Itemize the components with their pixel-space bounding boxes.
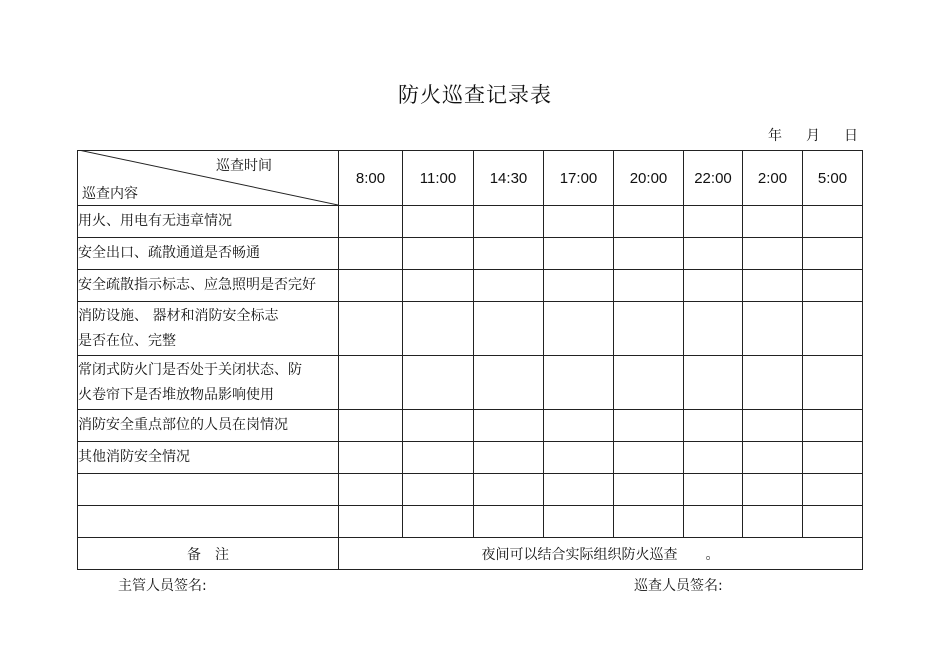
content-axis-label: 巡查内容: [82, 186, 138, 202]
check-cell[interactable]: [803, 206, 863, 238]
inspection-item: [78, 442, 339, 474]
time-header: 2:00: [743, 151, 803, 206]
inspection-item: [78, 506, 339, 538]
table-row: [78, 410, 863, 442]
inspection-table: [77, 150, 863, 570]
table-row: [78, 302, 863, 356]
check-cell[interactable]: [474, 206, 544, 238]
check-cell[interactable]: [743, 238, 803, 270]
check-cell[interactable]: [743, 302, 803, 356]
check-cell[interactable]: [339, 238, 403, 270]
check-cell[interactable]: [614, 410, 684, 442]
inspection-item: [78, 270, 339, 302]
check-cell[interactable]: [403, 506, 474, 538]
check-cell[interactable]: [544, 506, 614, 538]
check-cell[interactable]: [403, 206, 474, 238]
check-cell[interactable]: [614, 302, 684, 356]
inspection-item: [78, 302, 339, 356]
check-cell[interactable]: [474, 506, 544, 538]
check-cell[interactable]: [684, 506, 743, 538]
inspection-item: [78, 238, 339, 270]
check-cell[interactable]: [614, 442, 684, 474]
time-header: 8:00: [339, 151, 403, 206]
check-cell[interactable]: [474, 410, 544, 442]
table-row: [78, 206, 863, 238]
remark-text: 夜间可以结合实际组织防火巡查 。: [339, 538, 863, 570]
check-cell[interactable]: [544, 270, 614, 302]
check-cell[interactable]: [743, 356, 803, 410]
check-cell[interactable]: [743, 206, 803, 238]
diagonal-header-cell: [78, 151, 339, 206]
check-cell[interactable]: [803, 442, 863, 474]
inspection-item-line: 消防设施、 器材和消防安全标志: [78, 307, 279, 324]
check-cell[interactable]: [474, 270, 544, 302]
date-line: [768, 125, 858, 145]
check-cell[interactable]: [614, 506, 684, 538]
date-year: 年: [768, 128, 782, 144]
header-row: [78, 151, 863, 206]
inspection-item-line: 是否在位、完整: [78, 332, 176, 349]
check-cell[interactable]: [544, 238, 614, 270]
time-header: 11:00: [403, 151, 474, 206]
check-cell[interactable]: [403, 302, 474, 356]
page-title: 防火巡查记录表: [398, 83, 552, 107]
date-month: 月: [806, 128, 820, 144]
inspection-item: [78, 356, 339, 410]
check-cell[interactable]: [684, 206, 743, 238]
check-cell[interactable]: [743, 506, 803, 538]
table-row: [78, 270, 863, 302]
check-cell[interactable]: [803, 410, 863, 442]
check-cell[interactable]: [803, 270, 863, 302]
check-cell[interactable]: [803, 238, 863, 270]
check-cell[interactable]: [403, 270, 474, 302]
check-cell[interactable]: [339, 270, 403, 302]
table-row: [78, 442, 863, 474]
inspection-item-line: 火卷帘下是否堆放物品影响使用: [78, 386, 274, 403]
check-cell[interactable]: [684, 474, 743, 506]
check-cell[interactable]: [339, 206, 403, 238]
time-header: 14:30: [474, 151, 544, 206]
inspection-item: [78, 206, 339, 238]
table-row: [78, 474, 863, 506]
inspection-item-line: 安全出口、疏散通道是否畅通: [78, 245, 260, 261]
table-row: [78, 356, 863, 410]
check-cell[interactable]: [743, 474, 803, 506]
check-cell[interactable]: [474, 356, 544, 410]
check-cell[interactable]: [544, 442, 614, 474]
check-cell[interactable]: [684, 302, 743, 356]
check-cell[interactable]: [403, 238, 474, 270]
check-cell[interactable]: [743, 410, 803, 442]
check-cell[interactable]: [339, 302, 403, 356]
inspection-item-line: 安全疏散指示标志、应急照明是否完好: [78, 277, 316, 293]
check-cell[interactable]: [544, 302, 614, 356]
check-cell[interactable]: [614, 356, 684, 410]
check-cell[interactable]: [403, 410, 474, 442]
check-cell[interactable]: [684, 238, 743, 270]
check-cell[interactable]: [614, 474, 684, 506]
time-header: 20:00: [614, 151, 684, 206]
check-cell[interactable]: [339, 356, 403, 410]
check-cell[interactable]: [403, 442, 474, 474]
check-cell[interactable]: [684, 410, 743, 442]
check-cell[interactable]: [339, 442, 403, 474]
check-cell[interactable]: [684, 442, 743, 474]
remark-label: 备 注: [78, 538, 339, 570]
check-cell[interactable]: [474, 474, 544, 506]
time-axis-label: 巡查时间: [216, 158, 272, 174]
check-cell[interactable]: [544, 410, 614, 442]
check-cell[interactable]: [743, 442, 803, 474]
check-cell[interactable]: [339, 506, 403, 538]
check-cell[interactable]: [803, 474, 863, 506]
check-cell[interactable]: [743, 270, 803, 302]
check-cell[interactable]: [474, 302, 544, 356]
inspection-item-line: 其他消防安全情况: [78, 449, 190, 465]
check-cell[interactable]: [684, 270, 743, 302]
check-cell[interactable]: [614, 238, 684, 270]
date-day: 日: [844, 128, 858, 144]
check-cell[interactable]: [403, 356, 474, 410]
inspection-item-line: 用火、用电有无违章情况: [78, 213, 232, 229]
remark-row: [78, 538, 863, 570]
check-cell[interactable]: [803, 506, 863, 538]
inspection-item: [78, 474, 339, 506]
check-cell[interactable]: [474, 442, 544, 474]
check-cell[interactable]: [544, 356, 614, 410]
inspection-item-line: 消防安全重点部位的人员在岗情况: [78, 417, 288, 433]
time-header: 5:00: [803, 151, 863, 206]
check-cell[interactable]: [403, 474, 474, 506]
inspection-item-line: 常闭式防火门是否处于关闭状态、防: [78, 361, 302, 378]
check-cell[interactable]: [684, 356, 743, 410]
check-cell[interactable]: [803, 302, 863, 356]
table-row: [78, 506, 863, 538]
supervisor-signature-label: 主管人员签名:: [118, 578, 207, 594]
time-header: 22:00: [684, 151, 743, 206]
inspector-signature-label: 巡查人员签名:: [634, 578, 723, 594]
time-header: 17:00: [544, 151, 614, 206]
check-cell[interactable]: [614, 206, 684, 238]
table-row: [78, 238, 863, 270]
check-cell[interactable]: [544, 206, 614, 238]
check-cell[interactable]: [614, 270, 684, 302]
check-cell[interactable]: [339, 410, 403, 442]
check-cell[interactable]: [803, 356, 863, 410]
check-cell[interactable]: [474, 238, 544, 270]
check-cell[interactable]: [544, 474, 614, 506]
inspection-item: [78, 410, 339, 442]
check-cell[interactable]: [339, 474, 403, 506]
